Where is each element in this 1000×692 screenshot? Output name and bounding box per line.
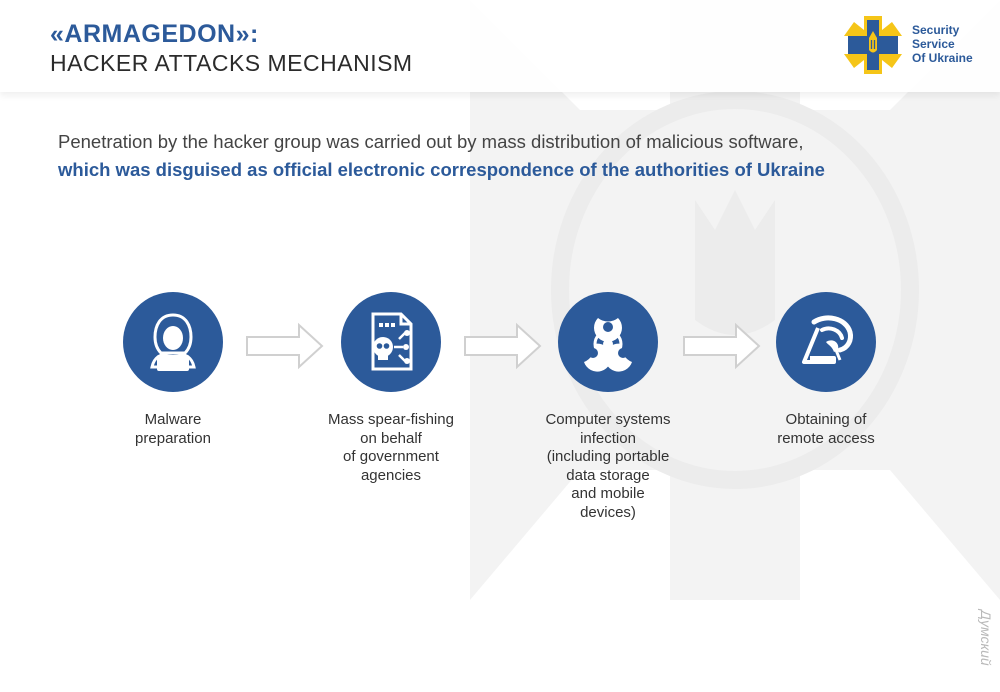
step-label: Obtaining of remote access bbox=[777, 411, 875, 447]
step-label: Mass spear-fishing on behalf of government agencies bbox=[328, 411, 454, 484]
page-title: «ARMAGEDON»: bbox=[50, 20, 259, 48]
malicious-document-icon bbox=[361, 311, 421, 373]
intro-line-2-highlight: which was disguised as official electronic correspondence of the authorities of Ukraine bbox=[58, 159, 825, 180]
intro-line-1: Penetration by the hacker group was carried out by mass distribution of malicious software, bbox=[58, 131, 804, 152]
step-label: Computer systems infection (including portable data storage and mobile devices) bbox=[545, 411, 671, 521]
step-systems-infection bbox=[518, 292, 698, 522]
step-label: Malware preparation bbox=[135, 411, 211, 447]
remote-access-icon bbox=[796, 312, 856, 372]
ssu-logo-text: Security Service Of Ukraine bbox=[912, 23, 973, 65]
step-icon-circle bbox=[123, 292, 223, 392]
biohazard-icon bbox=[576, 310, 640, 374]
step-spear-phishing bbox=[301, 292, 481, 485]
page-subtitle: HACKER ATTACKS MECHANISM bbox=[50, 50, 413, 76]
intro-text bbox=[58, 128, 958, 184]
header-bar bbox=[0, 0, 1000, 92]
step-icon-circle bbox=[341, 292, 441, 392]
step-icon-circle bbox=[776, 292, 876, 392]
side-signature: Думский bbox=[978, 610, 994, 666]
step-icon-circle bbox=[558, 292, 658, 392]
hacker-icon bbox=[144, 311, 202, 373]
step-remote-access bbox=[736, 292, 916, 448]
step-malware-preparation bbox=[83, 292, 263, 448]
ssu-emblem-icon bbox=[842, 14, 904, 76]
